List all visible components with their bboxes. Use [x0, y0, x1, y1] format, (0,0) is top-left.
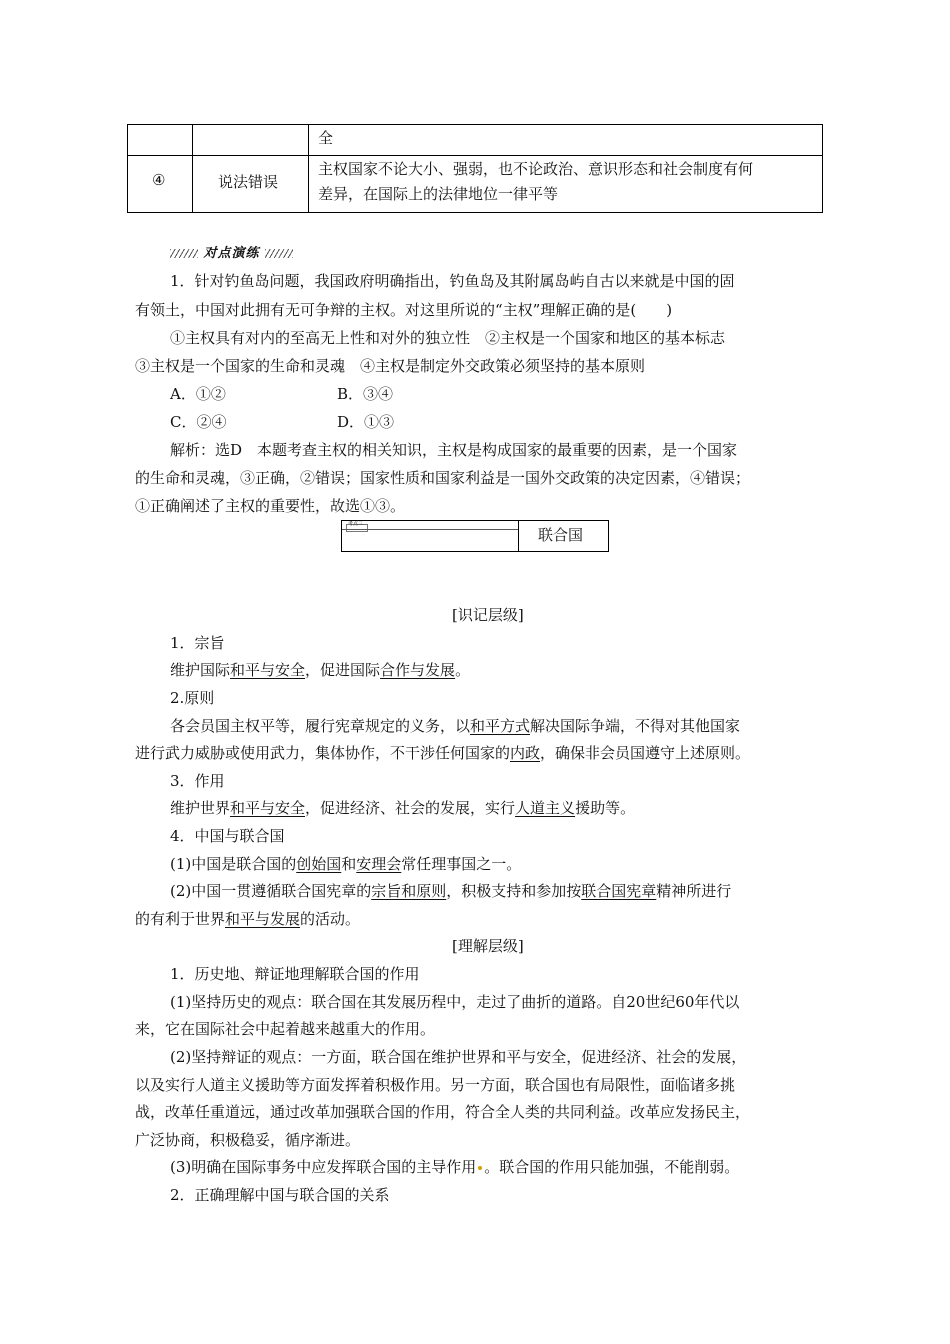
text: 各会员国主权平等，履行宪章规定的义务，以 — [170, 717, 471, 735]
choice-b: B．③④ — [337, 385, 394, 403]
text: 和 — [341, 855, 357, 873]
banner-label: 对点演练 — [203, 246, 260, 261]
underlined-term: 和平与安全 — [230, 799, 306, 817]
underlined-term: 联合国宪章 — [581, 882, 657, 900]
subsection-title: 2.原则 — [170, 689, 215, 707]
table-row-divider — [128, 155, 822, 156]
underlined-term: 宗旨和原则 — [371, 882, 447, 900]
table-cell-text: 差异，在国际上的法律地位一律平等 — [318, 185, 559, 203]
underlined-term: 和平方式 — [470, 717, 531, 735]
paragraph — [170, 1156, 739, 1177]
paragraph: 以及实行人道主义援助等方面发挥着积极作用。另一方面，联合国也有局限性，面临诸多挑 — [135, 1076, 736, 1094]
table-cell-label: 说法错误 — [218, 173, 279, 191]
text: (3)明确在国际事务中应发挥联合国的主导作用 — [170, 1158, 477, 1176]
text: ，促进国际 — [305, 661, 381, 679]
subsection-title: 1．历史地、辩证地理解联合国的作用 — [170, 965, 420, 983]
text: 进行武力威胁或使用武力，集体协作，不干涉任何国家的 — [135, 744, 511, 762]
box-line — [342, 529, 518, 530]
subsection-title: 3．作用 — [170, 772, 225, 790]
text: 维护世界 — [170, 799, 231, 817]
paragraph: (2)坚持辩证的观点：一方面，联合国在维护世界和平与安全，促进经济、社会的发展， — [170, 1048, 747, 1066]
paragraph — [170, 659, 470, 680]
text: 的有利于世界 — [135, 910, 226, 928]
answer-analysis: ①正确阐述了主权的重要性，故选①③。 — [135, 497, 406, 515]
text: 。 — [455, 661, 471, 679]
table-cell-number: ④ — [152, 171, 166, 189]
question-options: ①主权具有对内的至高无上性和对外的独立性 ②主权是一个国家和地区的基本标志 — [170, 329, 726, 347]
underlined-term: 和平与安全 — [230, 661, 306, 679]
paragraph — [170, 880, 731, 901]
text: ，促进经济、社会的发展，实行 — [305, 799, 516, 817]
underlined-term: 安理会 — [356, 855, 402, 873]
paragraph: 来，它在国际社会中起着越来越重大的作用。 — [135, 1020, 436, 1038]
paragraph — [135, 908, 360, 929]
topic-title: 联合国 — [538, 526, 584, 544]
underlined-term: 创始国 — [296, 855, 342, 873]
text: ，积极支持和参加按 — [446, 882, 582, 900]
paragraph — [170, 797, 635, 818]
paragraph — [135, 742, 750, 763]
table-cell: 全 — [318, 129, 334, 147]
paragraph — [170, 853, 521, 874]
underlined-term: 内政 — [510, 744, 541, 762]
choice-c: C．②④ — [170, 413, 227, 431]
text: 。联合国的作用只能加强，不能削弱。 — [484, 1158, 740, 1176]
paragraph: 战，改革任重道远，通过改革加强联合国的作用，符合全人类的共同利益。改革应发扬民主， — [135, 1103, 751, 1121]
level-heading: [理解层级] — [452, 937, 524, 955]
highlight-dot — [478, 1166, 482, 1170]
question-stem: 有领土，中国对此拥有无可争辩的主权。对这里所说的“主权”理解正确的是( ) — [135, 301, 673, 319]
question-options: ③主权是一个国家的生命和灵魂 ④主权是制定外交政策必须坚持的基本原则 — [135, 357, 646, 375]
stripe-decoration — [265, 249, 293, 258]
text: 常任理事国之一。 — [401, 855, 522, 873]
topic-box — [341, 520, 609, 552]
text: (2)中国一贯遵循联合国宪章的 — [170, 882, 372, 900]
table-divider — [308, 125, 309, 212]
section-banner — [170, 242, 310, 260]
paragraph: 广泛协商，积极稳妥，循序渐进。 — [135, 1131, 361, 1149]
topic-tag — [346, 521, 368, 532]
stripe-decoration — [170, 249, 198, 258]
table-divider — [192, 125, 193, 212]
underlined-term: 合作与发展 — [380, 661, 456, 679]
subsection-title: 1．宗旨 — [170, 634, 225, 652]
answer-analysis: 的生命和灵魂，③正确，②错误；国家性质和国家利益是一国外交政策的决定因素，④错误； — [135, 469, 751, 487]
text: 精神所进行 — [656, 882, 732, 900]
text: ，确保非会员国遵守上述原则。 — [540, 744, 751, 762]
subsection-title: 4．中国与联合国 — [170, 827, 285, 845]
paragraph: (1)坚持历史的观点：联合国在其发展历程中，走过了曲折的道路。自20世纪60年代以 — [170, 993, 740, 1011]
text: 的活动。 — [300, 910, 361, 928]
subsection-title: 2．正确理解中国与联合国的关系 — [170, 1186, 390, 1204]
text: 解决国际争端，不得对其他国家 — [530, 717, 741, 735]
text: (1)中国是联合国的 — [170, 855, 297, 873]
choice-a: A．①② — [170, 385, 226, 403]
paragraph — [170, 715, 740, 736]
box-divider — [518, 521, 519, 551]
comparison-table — [127, 124, 823, 213]
text: 援助等。 — [575, 799, 636, 817]
text: 维护国际 — [170, 661, 231, 679]
level-heading: [识记层级] — [452, 606, 524, 624]
underlined-term: 人道主义 — [515, 799, 576, 817]
underlined-term: 和平与发展 — [225, 910, 301, 928]
answer-analysis: 解析：选D 本题考查主权的相关知识，主权是构成国家的最重要的因素，是一个国家 — [170, 441, 738, 459]
table-cell-text: 主权国家不论大小、强弱，也不论政治、意识形态和社会制度有何 — [318, 160, 754, 178]
choice-d: D．①③ — [337, 413, 395, 431]
question-stem: 1．针对钓鱼岛问题，我国政府明确指出，钓鱼岛及其附属岛屿自古以来就是中国的固 — [170, 272, 735, 290]
topic-tag-label: 考点三 — [348, 521, 364, 527]
